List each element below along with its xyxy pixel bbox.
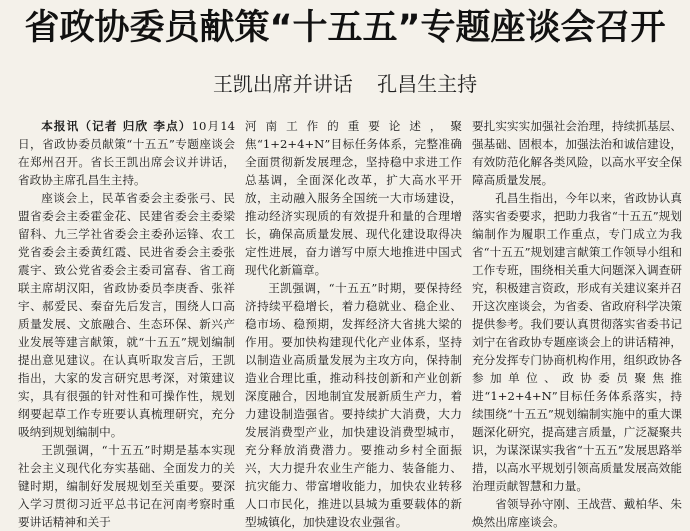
article-column-3 [472,117,682,529]
subheadline [0,71,690,97]
article-column-1 [18,117,235,529]
headline: 省政协委员献策“十五五”专题座谈会召开 [24,8,666,48]
article-paragraph: 要扎实实实加强社会治理，持续抓基层、强基础、固根本，加强法治和诚信建设，有效防范化解各类风险，以高水平安全保障高质量发展。 [472,119,682,187]
article-paragraph: 省领导孙守刚、王战营、戴柏华、朱焕然出席座谈会。 [472,497,682,529]
article-paragraph: 本报讯（记者 归欣 李点）10月14日，省政协委员献策“十五五”专题座谈会在郑州召开。省长王凯出席会议并讲话，省政协主席孔昌生主持。 [18,119,235,187]
article-column-2 [245,117,462,529]
article-paragraph: 王凯强调，“十五五”时期是基本实现社会主义现代化夯实基础、全面发力的关键时期，编制好发展规划至关重要。要深入学习贯彻习近平总书记在河南考察时重要讲话精神和关于 [18,443,235,529]
subheadline-part-2: 孔昌生主持 [377,72,478,96]
article-paragraph: 王凯强调，“十五五”时期，要保持经济持续平稳增长，着力稳就业、稳企业、稳市场、稳预期，发挥经济大省挑大梁的作用。要加快构建现代化产业体系，坚持以制造业高质量发展为主攻方向，保持制造业合理比重，推动科技创新和产业创新深度融合，因地制宜发展新质生产力，着力建设制造强省。要持续扩大消费，大力发展消费型产业，加快建设消费型城市，充分释放消费潜力。要推动乡村全面振兴，大力提升农业生产能力、装备能力、抗灾能力、带富增收能力，加快农业转移人口市民化，推进以县城为重要载体的新型城镇化，加快建设农业强省。 [245,281,462,529]
article-paragraph: 座谈会上，民革省委会主委张弓、民盟省委会主委霍金花、民建省委会主委梁留科、九三学社省委会主委孙运锋、农工党省委会主委黄红霞、民进省委会主委张震宇、致公党省委会主委司富春、省工商联主席胡汉阳，省政协委员李庚香、张祥宇、郝爱民、秦奋先后发言，围绕人口高质量发展、文旅融合、生态环保、新兴产业发展等建言献策，就“十五五”规划编制提出意见建议。在认真听取发言后，王凯指出，大家的发言研究思考深，对策建议实，具有很强的针对性和可操作性，规划纲要起草工作专班要认真梳理研究，充分吸纳到规划编制中。 [18,191,235,439]
byline: 本报讯（记者 归欣 李点） [41,119,192,133]
article-paragraph: 孔昌生指出，今年以来，省政协认真落实省委要求，把助力我省“十五五”规划编制作为履职工作重点，专门成立为我省“十五五”规划建言献策工作领导小组和工作专班，围绕相关重大问题深入调查研究，积极建言资政，形成有关建议案并召开这次座谈会，为省委、省政府科学决策提供参考。我们要认真贯彻落实省委书记刘宁在省政协专题座谈会上的讲话精神，充分发挥专门协商机构作用，组织政协各参加单位、政协委员聚焦推进“1+2+4+N”目标任务体系落实，持续围绕“十五五”规划编制实施中的重大课题深化研究，提高建言质量，广泛凝聚共识，为谋深谋实我省“十五五”发展思路举措，以高水平规划引领高质量发展高效能治理贡献智慧和力量。 [472,191,682,493]
article-paragraph: 河南工作的重要论述，聚焦“1+2+4+N”目标任务体系，完整准确全面贯彻新发展理念，坚持稳中求进工作总基调，全面深化改革，扩大高水平开放，主动融入服务全国统一大市场建设，推动经济实现质的有效提升和量的合理增长，确保高质量发展、现代化建设取得决定性进展，奋力谱写中原大地推进中国式现代化新篇章。 [245,119,462,277]
subheadline-part-1: 王凯出席并讲话 [212,72,353,96]
